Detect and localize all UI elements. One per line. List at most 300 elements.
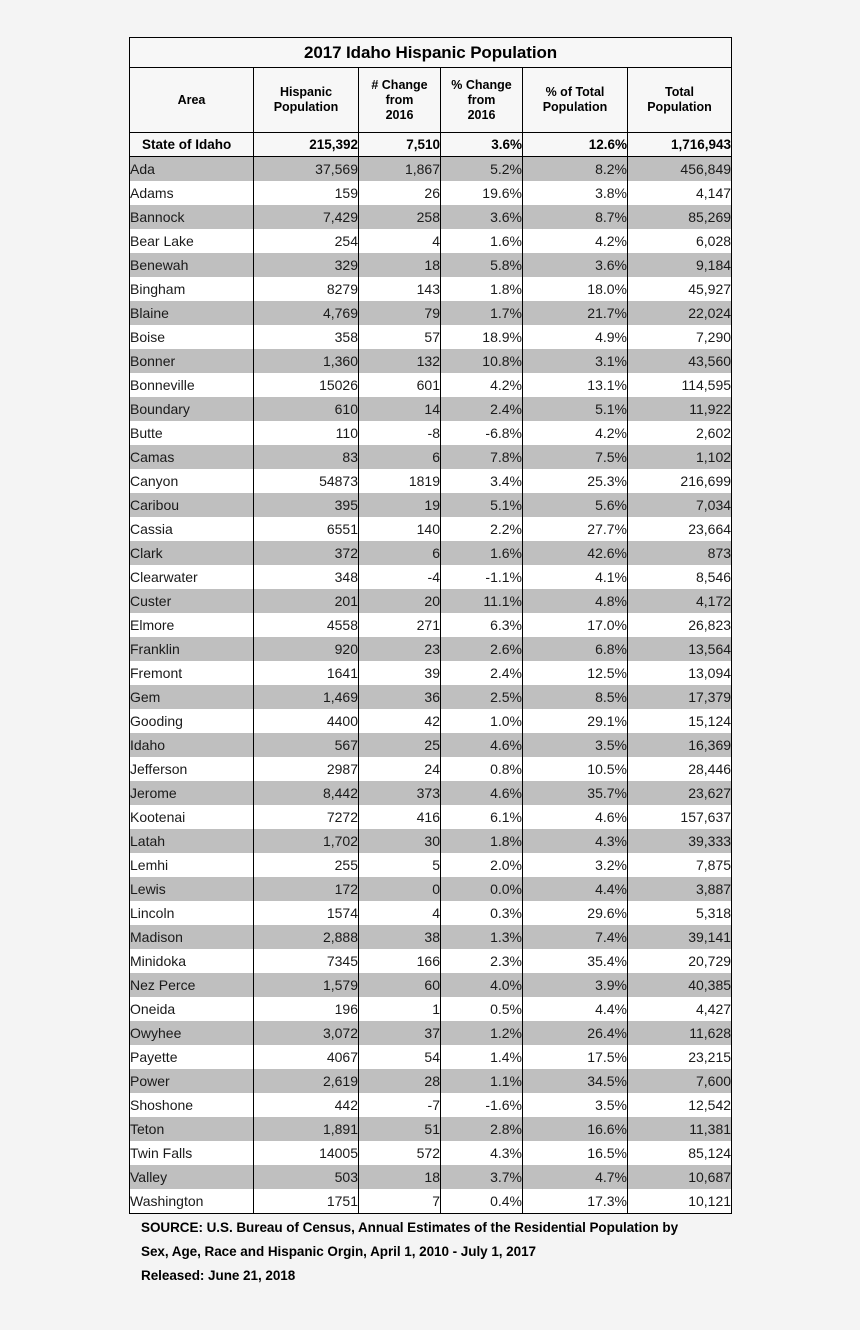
cell-num-change: 1,867 xyxy=(359,157,441,182)
cell-pct-of-total: 8.7% xyxy=(523,205,628,229)
cell-total-population: 22,024 xyxy=(628,301,732,325)
table-column-header-row xyxy=(130,68,732,133)
cell-hispanic-population: 1641 xyxy=(254,661,359,685)
table-row[interactable] xyxy=(130,973,732,997)
cell-total-population: 4,172 xyxy=(628,589,732,613)
cell-total-population: 456,849 xyxy=(628,157,732,182)
cell-pct-of-total: 4.4% xyxy=(523,997,628,1021)
cell-pct-of-total: 4.3% xyxy=(523,829,628,853)
cell-area: Nez Perce xyxy=(130,973,254,997)
col-header-total-population-line1: Total xyxy=(665,85,694,99)
cell-area: Shoshone xyxy=(130,1093,254,1117)
cell-pct-of-total: 3.2% xyxy=(523,853,628,877)
cell-area: Lemhi xyxy=(130,853,254,877)
col-header-pct-of-total-line1: % of Total xyxy=(545,85,605,99)
cell-area: Boise xyxy=(130,325,254,349)
cell-hispanic-population: 442 xyxy=(254,1093,359,1117)
cell-area: Power xyxy=(130,1069,254,1093)
cell-hispanic-population: 395 xyxy=(254,493,359,517)
table-row[interactable] xyxy=(130,229,732,253)
cell-hispanic-population: 1,360 xyxy=(254,349,359,373)
source-note-line-1: SOURCE: U.S. Bureau of Census, Annual Estimates of the Residential Population by xyxy=(141,1220,679,1235)
table-row[interactable] xyxy=(130,685,732,709)
cell-num-change: 60 xyxy=(359,973,441,997)
table-row[interactable] xyxy=(130,1141,732,1165)
cell-num-change: 0 xyxy=(359,877,441,901)
cell-pct-change: 7.8% xyxy=(441,445,523,469)
cell-pct-change: 5.8% xyxy=(441,253,523,277)
col-header-total-population-line2: Population xyxy=(647,100,712,114)
cell-area: Madison xyxy=(130,925,254,949)
cell-area: Caribou xyxy=(130,493,254,517)
cell-hispanic-population: 1574 xyxy=(254,901,359,925)
cell-pct-change: 2.5% xyxy=(441,685,523,709)
cell-area: Teton xyxy=(130,1117,254,1141)
cell-pct-change: 4.3% xyxy=(441,1141,523,1165)
source-note-line-3: Released: June 21, 2018 xyxy=(141,1268,296,1283)
col-header-hispanic-population xyxy=(254,68,359,133)
cell-num-change: 23 xyxy=(359,637,441,661)
table-row[interactable] xyxy=(130,541,732,565)
table-row[interactable] xyxy=(130,349,732,373)
cell-pct-of-total: 13.1% xyxy=(523,373,628,397)
cell-total-population: 4,147 xyxy=(628,181,732,205)
cell-hispanic-population: 1,891 xyxy=(254,1117,359,1141)
total-row-total-population: 1,716,943 xyxy=(628,133,732,157)
cell-area: Franklin xyxy=(130,637,254,661)
cell-hispanic-population: 372 xyxy=(254,541,359,565)
cell-total-population: 2,602 xyxy=(628,421,732,445)
cell-pct-of-total: 42.6% xyxy=(523,541,628,565)
cell-num-change: 166 xyxy=(359,949,441,973)
cell-total-population: 1,102 xyxy=(628,445,732,469)
cell-total-population: 17,379 xyxy=(628,685,732,709)
cell-total-population: 8,546 xyxy=(628,565,732,589)
cell-area: Ada xyxy=(130,157,254,182)
cell-total-population: 6,028 xyxy=(628,229,732,253)
cell-hispanic-population: 110 xyxy=(254,421,359,445)
cell-hispanic-population: 172 xyxy=(254,877,359,901)
cell-pct-of-total: 4.7% xyxy=(523,1165,628,1189)
cell-pct-change: 1.6% xyxy=(441,541,523,565)
cell-pct-of-total: 4.8% xyxy=(523,589,628,613)
table-row[interactable] xyxy=(130,493,732,517)
cell-area: Bannock xyxy=(130,205,254,229)
table-row[interactable] xyxy=(130,709,732,733)
cell-pct-of-total: 6.8% xyxy=(523,637,628,661)
cell-area: Jefferson xyxy=(130,757,254,781)
cell-area: Gooding xyxy=(130,709,254,733)
cell-area: Clark xyxy=(130,541,254,565)
cell-num-change: 24 xyxy=(359,757,441,781)
cell-num-change: 416 xyxy=(359,805,441,829)
cell-num-change: 26 xyxy=(359,181,441,205)
cell-hispanic-population: 2987 xyxy=(254,757,359,781)
table-row[interactable] xyxy=(130,829,732,853)
cell-pct-of-total: 27.7% xyxy=(523,517,628,541)
table-row[interactable] xyxy=(130,1045,732,1069)
cell-num-change: 51 xyxy=(359,1117,441,1141)
total-row-pct-of-total: 12.6% xyxy=(523,133,628,157)
table-row[interactable] xyxy=(130,757,732,781)
table-row[interactable] xyxy=(130,805,732,829)
cell-area: Kootenai xyxy=(130,805,254,829)
cell-pct-change: 4.6% xyxy=(441,781,523,805)
cell-area: Bonneville xyxy=(130,373,254,397)
cell-area: Cassia xyxy=(130,517,254,541)
cell-total-population: 157,637 xyxy=(628,805,732,829)
cell-hispanic-population: 920 xyxy=(254,637,359,661)
cell-pct-change: 0.4% xyxy=(441,1189,523,1214)
col-header-hispanic-population-line1: Hispanic xyxy=(279,85,333,99)
col-header-pct-change-line2: from xyxy=(467,92,496,107)
cell-total-population: 216,699 xyxy=(628,469,732,493)
cell-total-population: 13,564 xyxy=(628,637,732,661)
col-header-num-change-line1: # Change xyxy=(371,77,428,92)
cell-pct-of-total: 25.3% xyxy=(523,469,628,493)
cell-pct-of-total: 8.2% xyxy=(523,157,628,182)
table-row[interactable] xyxy=(130,565,732,589)
cell-num-change: 4 xyxy=(359,229,441,253)
cell-pct-of-total: 17.0% xyxy=(523,613,628,637)
table-row[interactable] xyxy=(130,925,732,949)
table-row[interactable] xyxy=(130,301,732,325)
cell-num-change: 39 xyxy=(359,661,441,685)
cell-total-population: 11,922 xyxy=(628,397,732,421)
table-row[interactable] xyxy=(130,253,732,277)
cell-pct-change: -1.6% xyxy=(441,1093,523,1117)
cell-num-change: 4 xyxy=(359,901,441,925)
cell-pct-change: 0.5% xyxy=(441,997,523,1021)
cell-pct-change: 0.3% xyxy=(441,901,523,925)
table-row[interactable] xyxy=(130,1069,732,1093)
cell-area: Fremont xyxy=(130,661,254,685)
cell-area: Minidoka xyxy=(130,949,254,973)
idaho-hispanic-population-table xyxy=(129,37,732,1214)
cell-pct-change: 4.0% xyxy=(441,973,523,997)
cell-total-population: 85,124 xyxy=(628,1141,732,1165)
cell-num-change: 25 xyxy=(359,733,441,757)
cell-pct-of-total: 35.7% xyxy=(523,781,628,805)
cell-num-change: 6 xyxy=(359,541,441,565)
cell-pct-change: 2.2% xyxy=(441,517,523,541)
cell-num-change: 1819 xyxy=(359,469,441,493)
cell-hispanic-population: 329 xyxy=(254,253,359,277)
cell-hispanic-population: 567 xyxy=(254,733,359,757)
cell-pct-change: 0.0% xyxy=(441,877,523,901)
cell-hispanic-population: 4067 xyxy=(254,1045,359,1069)
cell-pct-change: 11.1% xyxy=(441,589,523,613)
cell-num-change: 572 xyxy=(359,1141,441,1165)
cell-num-change: 79 xyxy=(359,301,441,325)
table-row[interactable] xyxy=(130,445,732,469)
cell-num-change: 37 xyxy=(359,1021,441,1045)
table-row[interactable] xyxy=(130,397,732,421)
cell-area: Owyhee xyxy=(130,1021,254,1045)
cell-num-change: 19 xyxy=(359,493,441,517)
cell-pct-of-total: 16.5% xyxy=(523,1141,628,1165)
cell-pct-of-total: 29.6% xyxy=(523,901,628,925)
cell-num-change: 132 xyxy=(359,349,441,373)
cell-pct-change: 3.4% xyxy=(441,469,523,493)
cell-hispanic-population: 8,442 xyxy=(254,781,359,805)
cell-num-change: 258 xyxy=(359,205,441,229)
cell-total-population: 13,094 xyxy=(628,661,732,685)
cell-num-change: -7 xyxy=(359,1093,441,1117)
table-row[interactable] xyxy=(130,853,732,877)
table-row[interactable] xyxy=(130,325,732,349)
cell-total-population: 9,184 xyxy=(628,253,732,277)
col-header-pct-change-line1: % Change xyxy=(451,77,512,92)
cell-total-population: 7,875 xyxy=(628,853,732,877)
cell-pct-of-total: 16.6% xyxy=(523,1117,628,1141)
cell-pct-of-total: 26.4% xyxy=(523,1021,628,1045)
cell-hispanic-population: 54873 xyxy=(254,469,359,493)
cell-num-change: 1 xyxy=(359,997,441,1021)
cell-area: Camas xyxy=(130,445,254,469)
cell-total-population: 23,215 xyxy=(628,1045,732,1069)
cell-hispanic-population: 196 xyxy=(254,997,359,1021)
cell-area: Benewah xyxy=(130,253,254,277)
cell-area: Elmore xyxy=(130,613,254,637)
table-row[interactable] xyxy=(130,1165,732,1189)
cell-total-population: 10,121 xyxy=(628,1189,732,1214)
cell-pct-change: 10.8% xyxy=(441,349,523,373)
cell-total-population: 23,664 xyxy=(628,517,732,541)
col-header-pct-of-total xyxy=(523,68,628,133)
cell-hispanic-population: 201 xyxy=(254,589,359,613)
col-header-total-population xyxy=(628,68,732,133)
cell-area: Lewis xyxy=(130,877,254,901)
table-row[interactable] xyxy=(130,613,732,637)
cell-pct-of-total: 5.1% xyxy=(523,397,628,421)
cell-area: Oneida xyxy=(130,997,254,1021)
cell-hispanic-population: 348 xyxy=(254,565,359,589)
col-header-pct-change xyxy=(441,68,523,133)
col-header-hispanic-population-line2: Population xyxy=(273,100,339,114)
total-row-area: State of Idaho xyxy=(130,133,254,157)
table-row[interactable] xyxy=(130,469,732,493)
cell-hispanic-population: 1,702 xyxy=(254,829,359,853)
cell-total-population: 39,141 xyxy=(628,925,732,949)
cell-hispanic-population: 2,888 xyxy=(254,925,359,949)
cell-hispanic-population: 4558 xyxy=(254,613,359,637)
cell-pct-of-total: 3.6% xyxy=(523,253,628,277)
cell-hispanic-population: 255 xyxy=(254,853,359,877)
cell-num-change: 7 xyxy=(359,1189,441,1214)
cell-pct-of-total: 7.5% xyxy=(523,445,628,469)
table-row[interactable] xyxy=(130,1189,732,1214)
cell-pct-of-total: 4.1% xyxy=(523,565,628,589)
cell-area: Bear Lake xyxy=(130,229,254,253)
cell-num-change: 373 xyxy=(359,781,441,805)
source-note-line-2: Sex, Age, Race and Hispanic Orgin, April 1, 2010 - July 1, 2017 xyxy=(141,1244,537,1259)
cell-area: Valley xyxy=(130,1165,254,1189)
col-header-area-line1: Area xyxy=(177,92,206,107)
col-header-area xyxy=(130,68,254,133)
cell-num-change: 18 xyxy=(359,253,441,277)
cell-pct-of-total: 4.2% xyxy=(523,229,628,253)
cell-area: Washington xyxy=(130,1189,254,1214)
table-row[interactable] xyxy=(130,1117,732,1141)
table-title: 2017 Idaho Hispanic Population xyxy=(130,38,732,68)
cell-area: Bingham xyxy=(130,277,254,301)
cell-pct-of-total: 21.7% xyxy=(523,301,628,325)
cell-hispanic-population: 4,769 xyxy=(254,301,359,325)
table-row[interactable] xyxy=(130,997,732,1021)
cell-hispanic-population: 4400 xyxy=(254,709,359,733)
cell-total-population: 11,381 xyxy=(628,1117,732,1141)
cell-pct-change: 5.1% xyxy=(441,493,523,517)
cell-hispanic-population: 159 xyxy=(254,181,359,205)
cell-total-population: 3,887 xyxy=(628,877,732,901)
cell-pct-change: 2.0% xyxy=(441,853,523,877)
cell-total-population: 26,823 xyxy=(628,613,732,637)
cell-area: Custer xyxy=(130,589,254,613)
cell-area: Gem xyxy=(130,685,254,709)
table-row[interactable] xyxy=(130,277,732,301)
cell-num-change: 42 xyxy=(359,709,441,733)
col-header-pct-of-total-line2: Population xyxy=(542,100,608,114)
cell-num-change: 601 xyxy=(359,373,441,397)
cell-total-population: 5,318 xyxy=(628,901,732,925)
table-total-row xyxy=(130,133,732,157)
cell-total-population: 15,124 xyxy=(628,709,732,733)
cell-pct-change: 1.3% xyxy=(441,925,523,949)
table-row[interactable] xyxy=(130,901,732,925)
table-row[interactable] xyxy=(130,205,732,229)
cell-num-change: 57 xyxy=(359,325,441,349)
cell-area: Butte xyxy=(130,421,254,445)
cell-total-population: 20,729 xyxy=(628,949,732,973)
cell-hispanic-population: 15026 xyxy=(254,373,359,397)
col-header-num-change-line3: 2016 xyxy=(385,107,414,122)
cell-total-population: 39,333 xyxy=(628,829,732,853)
cell-num-change: 36 xyxy=(359,685,441,709)
cell-area: Boundary xyxy=(130,397,254,421)
cell-pct-of-total: 12.5% xyxy=(523,661,628,685)
cell-area: Latah xyxy=(130,829,254,853)
table-row[interactable] xyxy=(130,517,732,541)
cell-pct-of-total: 7.4% xyxy=(523,925,628,949)
cell-pct-change: 3.7% xyxy=(441,1165,523,1189)
cell-hispanic-population: 83 xyxy=(254,445,359,469)
cell-total-population: 7,290 xyxy=(628,325,732,349)
cell-hispanic-population: 610 xyxy=(254,397,359,421)
table-row[interactable] xyxy=(130,733,732,757)
col-header-num-change xyxy=(359,68,441,133)
cell-pct-change: 1.6% xyxy=(441,229,523,253)
cell-num-change: 38 xyxy=(359,925,441,949)
cell-pct-change: 1.4% xyxy=(441,1045,523,1069)
table-row[interactable] xyxy=(130,661,732,685)
cell-pct-of-total: 17.5% xyxy=(523,1045,628,1069)
cell-hispanic-population: 358 xyxy=(254,325,359,349)
cell-pct-change: 0.8% xyxy=(441,757,523,781)
cell-total-population: 85,269 xyxy=(628,205,732,229)
cell-pct-change: 1.2% xyxy=(441,1021,523,1045)
cell-pct-change: 1.1% xyxy=(441,1069,523,1093)
cell-pct-change: 2.8% xyxy=(441,1117,523,1141)
cell-pct-change: 2.4% xyxy=(441,397,523,421)
cell-hispanic-population: 7272 xyxy=(254,805,359,829)
cell-total-population: 23,627 xyxy=(628,781,732,805)
cell-area: Idaho xyxy=(130,733,254,757)
cell-hispanic-population: 1751 xyxy=(254,1189,359,1214)
cell-hispanic-population: 2,619 xyxy=(254,1069,359,1093)
cell-hispanic-population: 1,469 xyxy=(254,685,359,709)
table-row[interactable] xyxy=(130,589,732,613)
table-row[interactable] xyxy=(130,877,732,901)
table-row[interactable] xyxy=(130,181,732,205)
table-row[interactable] xyxy=(130,1093,732,1117)
cell-num-change: 6 xyxy=(359,445,441,469)
cell-pct-of-total: 4.9% xyxy=(523,325,628,349)
cell-num-change: 54 xyxy=(359,1045,441,1069)
cell-total-population: 11,628 xyxy=(628,1021,732,1045)
table-row[interactable] xyxy=(130,157,732,182)
cell-hispanic-population: 254 xyxy=(254,229,359,253)
cell-total-population: 12,542 xyxy=(628,1093,732,1117)
cell-area: Payette xyxy=(130,1045,254,1069)
cell-pct-change: -1.1% xyxy=(441,565,523,589)
cell-area: Canyon xyxy=(130,469,254,493)
cell-area: Bonner xyxy=(130,349,254,373)
cell-num-change: 28 xyxy=(359,1069,441,1093)
cell-num-change: 271 xyxy=(359,613,441,637)
cell-pct-change: 18.9% xyxy=(441,325,523,349)
cell-pct-of-total: 17.3% xyxy=(523,1189,628,1214)
cell-total-population: 40,385 xyxy=(628,973,732,997)
cell-area: Lincoln xyxy=(130,901,254,925)
table-row[interactable] xyxy=(130,781,732,805)
cell-hispanic-population: 6551 xyxy=(254,517,359,541)
cell-total-population: 114,595 xyxy=(628,373,732,397)
cell-hispanic-population: 8279 xyxy=(254,277,359,301)
cell-pct-of-total: 34.5% xyxy=(523,1069,628,1093)
table-row[interactable] xyxy=(130,949,732,973)
cell-area: Blaine xyxy=(130,301,254,325)
cell-total-population: 7,034 xyxy=(628,493,732,517)
cell-pct-change: 2.3% xyxy=(441,949,523,973)
cell-total-population: 45,927 xyxy=(628,277,732,301)
cell-hispanic-population: 7,429 xyxy=(254,205,359,229)
cell-pct-change: 6.1% xyxy=(441,805,523,829)
cell-total-population: 16,369 xyxy=(628,733,732,757)
table-row[interactable] xyxy=(130,421,732,445)
table-row[interactable] xyxy=(130,373,732,397)
table-row[interactable] xyxy=(130,637,732,661)
cell-pct-of-total: 10.5% xyxy=(523,757,628,781)
table-row[interactable] xyxy=(130,1021,732,1045)
cell-total-population: 4,427 xyxy=(628,997,732,1021)
cell-pct-of-total: 4.2% xyxy=(523,421,628,445)
cell-pct-change: -6.8% xyxy=(441,421,523,445)
total-row-num-change: 7,510 xyxy=(359,133,441,157)
table-body xyxy=(130,157,732,1214)
population-table-container xyxy=(129,37,731,1214)
cell-pct-change: 1.8% xyxy=(441,829,523,853)
cell-pct-of-total: 8.5% xyxy=(523,685,628,709)
cell-area: Jerome xyxy=(130,781,254,805)
table-title-row xyxy=(130,38,732,68)
cell-hispanic-population: 14005 xyxy=(254,1141,359,1165)
cell-hispanic-population: 37,569 xyxy=(254,157,359,182)
cell-pct-change: 3.6% xyxy=(441,205,523,229)
cell-pct-change: 1.8% xyxy=(441,277,523,301)
cell-num-change: 5 xyxy=(359,853,441,877)
cell-hispanic-population: 7345 xyxy=(254,949,359,973)
